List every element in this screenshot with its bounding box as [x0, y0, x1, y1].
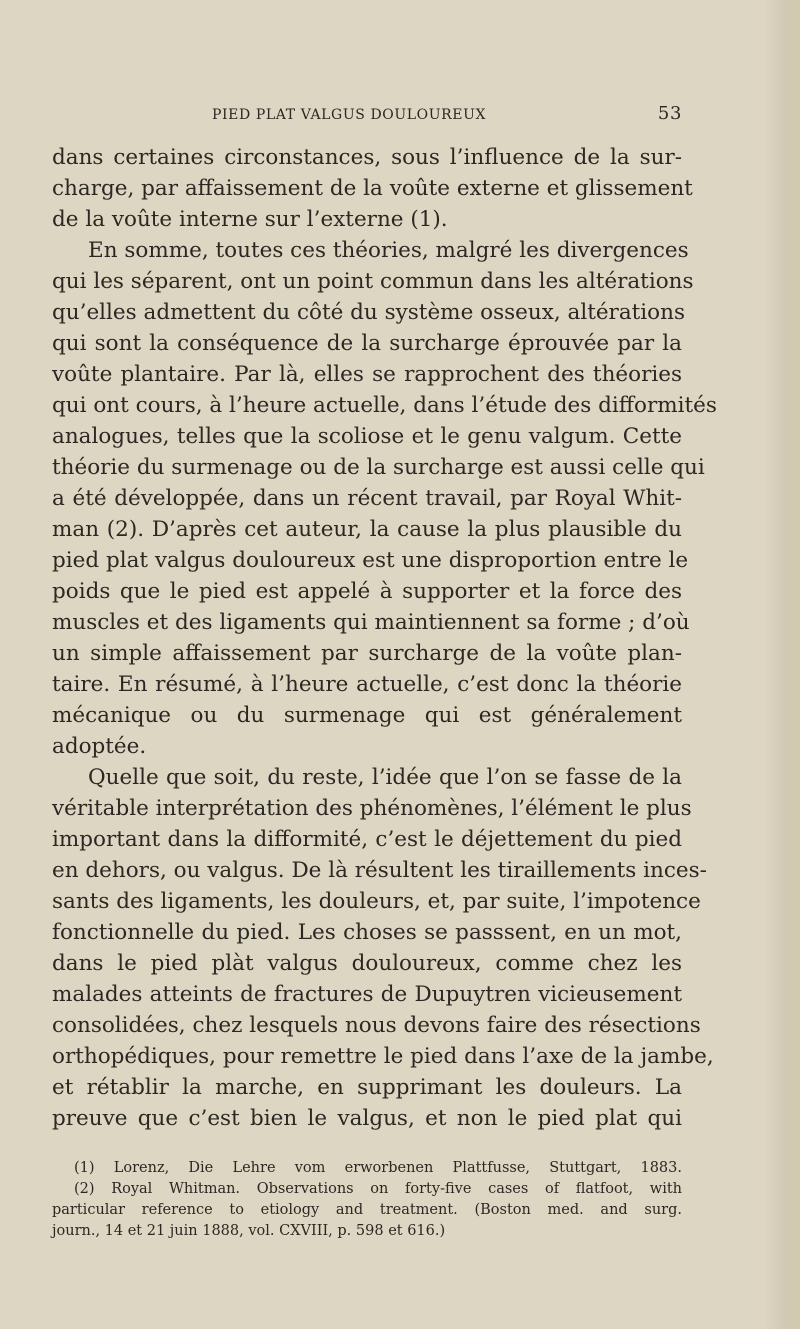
text-line: a été développée, dans un récent travail, par Royal Whit- — [52, 486, 682, 511]
footnote-line: journ., 14 et 21 juin 1888, vol. CXVIII, p. 598 et 616.) — [52, 1223, 446, 1239]
text-line: voûte plantaire. Par là, elles se rapprochent des théories — [52, 362, 682, 387]
footnote-line: particular reference to etiology and treatment. (Boston med. and surg. — [52, 1202, 682, 1218]
text-line: orthopédiques, pour remettre le pied dans l’axe de la jambe, — [52, 1044, 714, 1069]
text-line: qui ont cours, à l’heure actuelle, dans l’étude des difformités — [52, 393, 717, 418]
page-number: 53 — [657, 103, 682, 124]
text-line: mécanique ou du surmenage qui est généralement — [52, 703, 682, 728]
text-line: muscles et des ligaments qui maintiennent sa forme ; d’où — [52, 610, 690, 635]
text-line: preuve que c’est bien le valgus, et non le pied plat qui — [52, 1106, 682, 1131]
page-edge-shadow — [764, 0, 800, 1329]
text-line: important dans la difformité, c’est le déjettement du pied — [52, 827, 682, 852]
text-line: de la voûte interne sur l’externe (1). — [52, 207, 448, 232]
text-line: et rétablir la marche, en supprimant les douleurs. La — [52, 1075, 682, 1100]
text-line: poids que le pied est appelé à supporter et la force des — [52, 579, 682, 604]
text-line: en dehors, ou valgus. De là résultent les tiraillements inces- — [52, 858, 707, 883]
text-line: pied plat valgus douloureux est une disproportion entre le — [52, 548, 689, 573]
running-header — [52, 103, 682, 127]
footnote-line: (1) Lorenz, Die Lehre vom erworbenen Plattfusse, Stuttgart, 1883. — [74, 1160, 682, 1176]
text-line: véritable interprétation des phénomènes, l’élément le plus — [52, 796, 692, 821]
text-line: dans certaines circonstances, sous l’influence de la sur- — [52, 145, 682, 170]
footnote-line: (2) Royal Whitman. Observations on forty-five cases of flatfoot, with — [74, 1181, 682, 1197]
text-line: fonctionnelle du pied. Les choses se passsent, en un mot, — [52, 920, 682, 945]
text-line: qu’elles admettent du côté du système osseux, altérations — [52, 300, 685, 325]
text-line: un simple affaissement par surcharge de la voûte plan- — [52, 641, 682, 666]
text-line: consolidées, chez lesquels nous devons faire des résections — [52, 1013, 701, 1038]
text-line: qui sont la conséquence de la surcharge éprouvée par la — [52, 331, 682, 356]
text-line: qui les séparent, ont un point commun dans les altérations — [52, 269, 694, 294]
body-text — [52, 142, 717, 1134]
text-line: taire. En résumé, à l’heure actuelle, c’est donc la théorie — [52, 672, 682, 697]
text-line: Quelle que soit, du reste, l’idée que l’on se fasse de la — [88, 765, 682, 790]
text-line: man (2). D’après cet auteur, la cause la plus plausible du — [52, 517, 682, 542]
text-line: théorie du surmenage ou de la surcharge est aussi celle qui — [52, 455, 705, 480]
footnotes — [52, 1158, 682, 1242]
text-line: analogues, telles que la scoliose et le genu valgum. Cette — [52, 424, 682, 449]
text-line: adoptée. — [52, 734, 147, 759]
text-line: malades atteints de fractures de Dupuytren vicieusement — [52, 982, 682, 1007]
text-line: charge, par affaissement de la voûte externe et glissement — [52, 176, 693, 201]
text-line: sants des ligaments, les douleurs, et, par suite, l’impotence — [52, 889, 701, 914]
running-title: PIED PLAT VALGUS DOULOUREUX — [212, 107, 487, 123]
text-line: dans le pied plàt valgus douloureux, comme chez les — [52, 951, 682, 976]
text-line: En somme, toutes ces théories, malgré les divergences — [88, 238, 689, 263]
